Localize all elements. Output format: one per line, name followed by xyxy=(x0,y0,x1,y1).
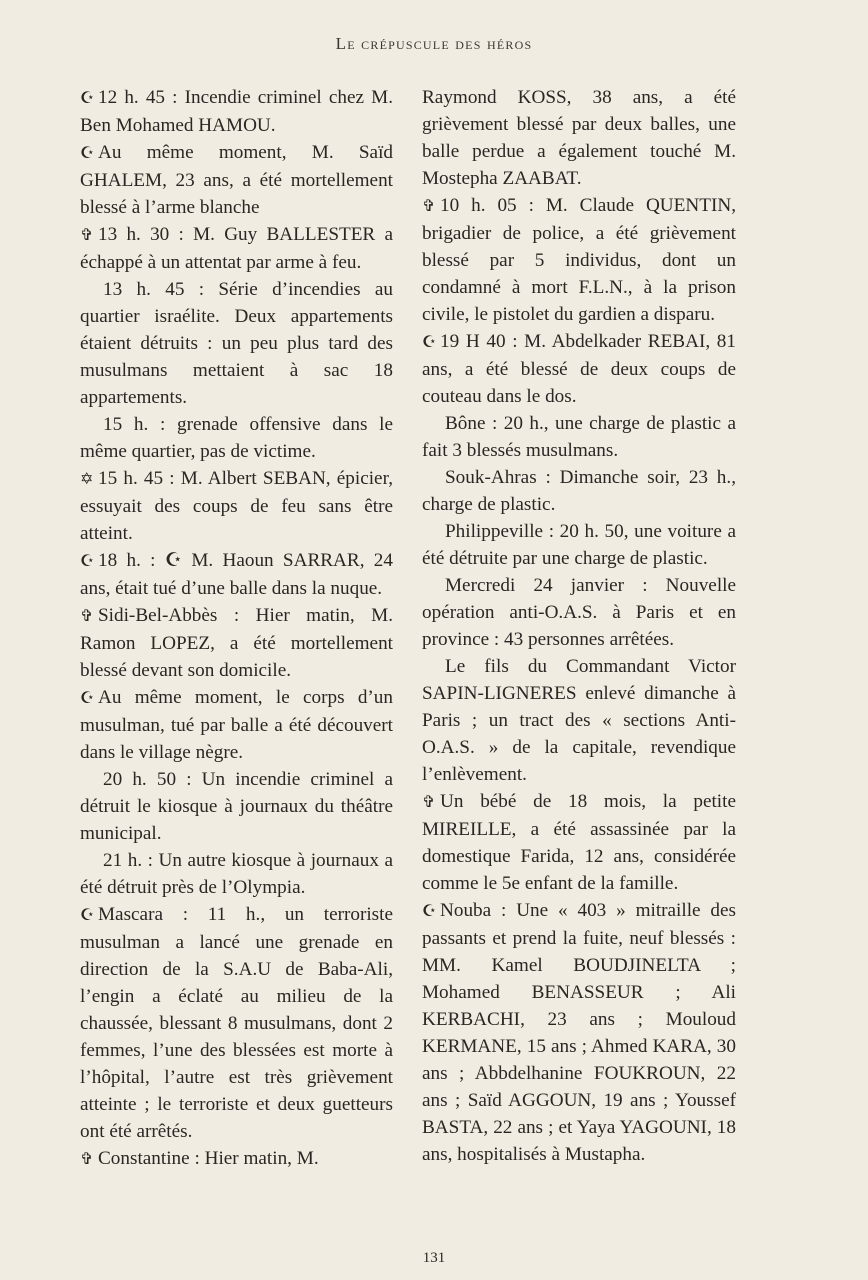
paragraph xyxy=(422,518,736,572)
paragraph-text: 13 h. 30 : M. Guy BALLESTER a échappé à un attentat par arme à feu. xyxy=(80,224,393,273)
crescent-icon: ☪ xyxy=(80,907,95,924)
paragraph xyxy=(422,572,736,653)
cross-icon: ✞ xyxy=(80,227,94,244)
paragraph xyxy=(422,897,736,1168)
paragraph xyxy=(80,847,393,901)
paragraph xyxy=(80,276,393,411)
paragraph xyxy=(422,328,736,410)
paragraph xyxy=(422,653,736,788)
paragraph-text: Raymond KOSS, 38 ans, a été grièvement blessé par deux balles, une balle perdue a également touché M. Mostepha ZAABAT. xyxy=(422,87,736,189)
paragraph-text: 20 h. 50 : Un incendie criminel a détruit le kiosque à journaux du théâtre municipal. xyxy=(80,769,393,844)
crescent-icon: ☪ xyxy=(80,90,95,107)
paragraph xyxy=(80,684,393,766)
paragraph-text: Philippeville : 20 h. 50, une voiture a été détruite par une charge de plastic. xyxy=(422,521,736,569)
paragraph xyxy=(80,221,393,276)
paragraph xyxy=(80,139,393,221)
paragraph xyxy=(422,410,736,464)
paragraph-text: Le fils du Commandant Victor SAPIN-LIGNERES enlevé dimanche à Paris ; un tract des « sections Anti-O.A.S. » de la capitale, revendique l’enlèvement. xyxy=(422,656,736,785)
paragraph xyxy=(80,84,393,139)
paragraph xyxy=(422,192,736,328)
paragraph-text: 15 h. : grenade offensive dans le même quartier, pas de victime. xyxy=(80,414,393,462)
paragraph xyxy=(80,1145,393,1173)
crescent-icon: ☪ xyxy=(422,903,437,920)
right-column xyxy=(422,84,736,1168)
cross-icon: ✞ xyxy=(422,794,436,811)
crescent-icon: ☪ xyxy=(80,690,95,707)
paragraph xyxy=(80,901,393,1145)
paragraph-text: Un bébé de 18 mois, la petite MIREILLE, a été assassinée par la domestique Farida, 12 ans, considérée comme le 5e enfant de la famille. xyxy=(422,791,736,894)
paragraph xyxy=(80,602,393,684)
page-number: 131 xyxy=(422,1250,446,1266)
paragraph xyxy=(422,464,736,518)
crescent-icon: ☪ xyxy=(422,334,437,351)
paragraph-text: Au même moment, M. Saïd GHALEM, 23 ans, a été mortellement blessé à l’arme blanche xyxy=(80,142,393,218)
paragraph-text: Constantine : Hier matin, M. xyxy=(98,1148,319,1169)
left-column xyxy=(80,84,393,1173)
cross-icon: ✞ xyxy=(80,1151,94,1168)
paragraph-text: Bône : 20 h., une charge de plastic a fait 3 blessés musulmans. xyxy=(422,413,736,461)
paragraph xyxy=(80,411,393,465)
paragraph xyxy=(422,84,736,192)
paragraph xyxy=(80,766,393,847)
paragraph-text: Mercredi 24 janvier : Nouvelle opération anti-O.A.S. à Paris et en province : 43 personnes arrêtées. xyxy=(422,575,736,650)
crescent-icon: ☪ xyxy=(80,553,95,570)
paragraph-text: 15 h. 45 : M. Albert SEBAN, épicier, essuyait des coups de feu sans être atteint. xyxy=(80,468,393,544)
cross-icon: ✞ xyxy=(422,198,436,215)
paragraph-text: 19 H 40 : M. Abdelkader REBAI, 81 ans, a été blessé de deux coups de couteau dans le dos. xyxy=(422,331,736,407)
star-icon: ✡ xyxy=(80,471,94,488)
crescent-icon: ☪ xyxy=(80,145,95,162)
paragraph-text: Nouba : Une « 403 » mitraille des passants et prend la fuite, neuf blessés : MM. Kamel BOUDJINELTA ; Mohamed BENASSEUR ; Ali KERBACHI, 23 ans ; Mouloud KERMANE, 15 ans ; Ahmed KARA, 30 ans ; Abbdelhanine FOUKROUN, 22 ans ; Saïd AGGOUN, 19 ans ; Youssef BASTA, 22 ans ; et Yaya YAGOUNI, 18 ans, hospitalisés à Mustapha. xyxy=(422,900,736,1165)
paragraph-text: 18 h. : ☪ M. Haoun SARRAR, 24 ans, était tué d’une balle dans la nuque. xyxy=(80,550,393,599)
paragraph-text: 12 h. 45 : Incendie criminel chez M. Ben Mohamed HAMOU. xyxy=(80,87,393,136)
paragraph xyxy=(422,788,736,897)
cross-icon: ✞ xyxy=(80,608,94,625)
running-header: Le crépuscule des héros xyxy=(335,34,533,53)
paragraph-text: Sidi-Bel-Abbès : Hier matin, M. Ramon LOPEZ, a été mortellement blessé devant son domicile. xyxy=(80,605,393,681)
paragraph xyxy=(80,465,393,547)
paragraph-text: Souk-Ahras : Dimanche soir, 23 h., charge de plastic. xyxy=(422,467,736,515)
paragraph-text: 10 h. 05 : M. Claude QUENTIN, brigadier de police, a été grièvement blessé par 5 individus, dont un condamné à mort F.L.N., à la prison civile, le pistolet du gardien a disparu. xyxy=(422,195,736,325)
paragraph-text: 13 h. 45 : Série d’incendies au quartier israélite. Deux appartements étaient détruits : un peu plus tard des musulmans mettaient à sac 18 appartements. xyxy=(80,279,393,408)
paragraph-text: Au même moment, le corps d’un musulman, tué par balle a été découvert dans le village nègre. xyxy=(80,687,393,763)
paragraph xyxy=(80,547,393,602)
paragraph-text: Mascara : 11 h., un terroriste musulman a lancé une grenade en direction de la S.A.U de Baba-Ali, l’engin a éclaté au milieu de la chaussée, blessant 8 musulmans, dont 2 femmes, l’une des blessées est morte à l’hôpital, l’autre est très grièvement atteinte ; le terroriste et deux guetteurs ont été arrêtés. xyxy=(80,904,393,1142)
paragraph-text: 21 h. : Un autre kiosque à journaux a été détruit près de l’Olympia. xyxy=(80,850,393,898)
